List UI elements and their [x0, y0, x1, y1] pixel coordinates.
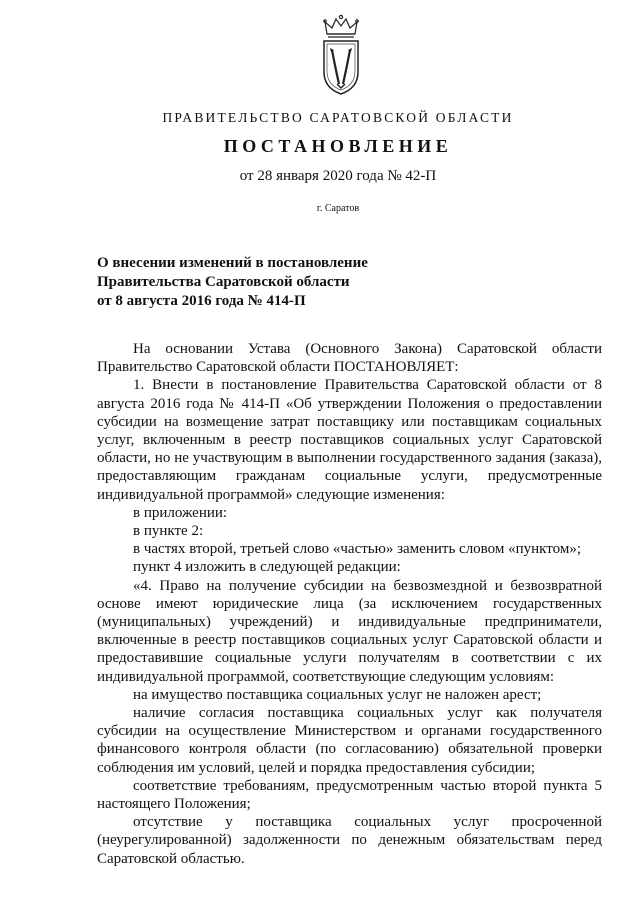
body-paragraph: наличие согласия поставщика социальных услуг как получателя субсидии на осуществление Министерством и органами государственного финансового контроля области (по согласованию) обязательной проверки соблюдения им условий, целей и порядка предоставления субсидии; [97, 705, 602, 776]
document-type-title: ПОСТАНОВЛЕНИЕ [223, 136, 453, 156]
body-paragraph: пункт 4 изложить в следующей редакции: [133, 559, 401, 576]
body-paragraph: в пункте 2: [133, 523, 204, 540]
body-paragraph: в приложении: [133, 504, 228, 521]
body-paragraph: в частях второй, третьей слово «частью» заменить словом «пунктом»; [133, 541, 581, 558]
city-label: г. Саратов [316, 203, 360, 214]
government-name: ПРАВИТЕЛЬСТВО САРАТОВСКОЙ ОБЛАСТИ [162, 110, 514, 125]
body-paragraph: отсутствие у поставщика социальных услуг просроченной (неурегулированной) задолженности по денежным обязательствам перед Саратовской областью. [97, 814, 602, 867]
body-paragraph: «4. Право на получение субсидии на безвозмездной и безвозвратной основе имеют юридические лица (за исключением государственных (муниципальных) учреждений) и индивидуальные предприниматели, включенные в реестр поставщиков социальных услуг Саратовской области и предоставившие социальные услуги получателям в соответствии с их индивидуальной программой, соответствующие следующим условиям: [97, 577, 602, 685]
document-date-number: от 28 января 2020 года № 42-П [239, 168, 437, 184]
body-paragraph: на имущество поставщика социальных услуг не наложен арест; [133, 686, 542, 703]
subject-line: Правительства Саратовской области [97, 274, 350, 290]
body-paragraph: соответствие требованиям, предусмотренным частью второй пункта 5 настоящего Положения; [97, 777, 602, 813]
document-subject [97, 254, 368, 311]
body-paragraph: На основании Устава (Основного Закона) Саратовской области Правительство Саратовской области ПОСТАНОВЛЯЕТ: [97, 341, 602, 376]
subject-line: от 8 августа 2016 года № 414-П [97, 293, 306, 309]
document-body [97, 340, 602, 868]
body-paragraph: 1. Внести в постановление Правительства Саратовской области от 8 августа 2016 года № 414-П «Об утверждении Положения о предоставлении субсидии на возмещение затрат поставщику или поставщикам социальных услуг, включенным в реестр поставщиков социальных услуг Саратовской области, но не участвующим в выполнении государственного задания (заказа), предоставляющим гражданам социальные услуги, предусмотренные индивидуальной программой» следующие изменения: [97, 377, 602, 503]
coat-of-arms-icon [318, 14, 364, 96]
subject-line: О внесении изменений в постановление [97, 255, 368, 271]
